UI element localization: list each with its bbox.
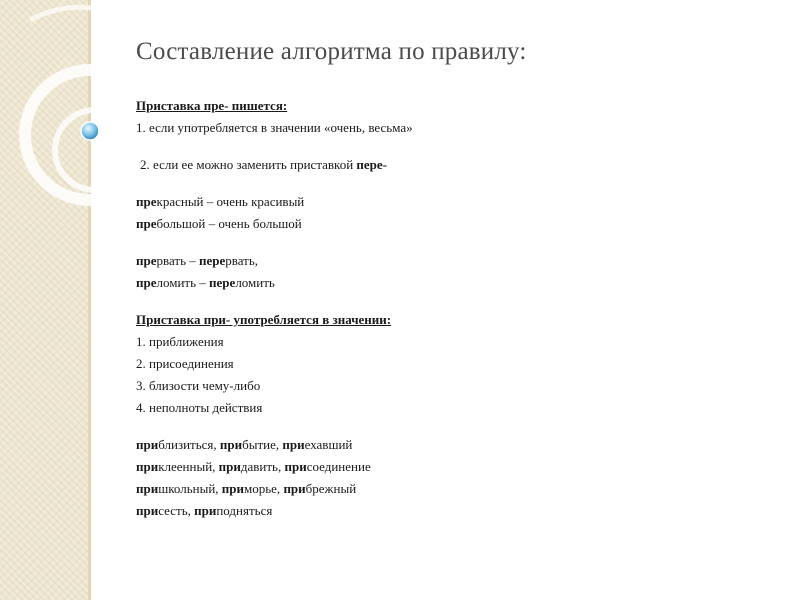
pri-example-row-3 bbox=[136, 478, 756, 500]
example-text: ломить bbox=[235, 275, 275, 290]
example-text: близиться, bbox=[158, 437, 220, 452]
example-text: сесть, bbox=[158, 503, 195, 518]
pre-example-4 bbox=[136, 272, 756, 294]
prefix: при bbox=[218, 459, 241, 474]
pre-rule-item-2 bbox=[136, 154, 756, 176]
slide-content bbox=[136, 95, 756, 522]
prefix: при bbox=[136, 459, 159, 474]
prefix: при bbox=[219, 437, 243, 452]
prefix: пере bbox=[199, 253, 226, 268]
upper-arc bbox=[30, 7, 140, 30]
example-text: соединение bbox=[306, 459, 371, 474]
pri-rule-heading: Приставка при- употребляется в значении: bbox=[136, 312, 392, 327]
example-text: морье, bbox=[244, 481, 284, 496]
example-text: подняться bbox=[216, 503, 273, 518]
blue-bubble-icon bbox=[81, 122, 99, 140]
pre-rule-item-1: 1. если употребляется в значении «очень, весьма» bbox=[136, 120, 413, 135]
pri-rule-item-4: 4. неполноты действия bbox=[136, 400, 263, 415]
prefix: пре bbox=[136, 194, 157, 209]
pre-example-1 bbox=[136, 191, 756, 213]
example-text: ехавший bbox=[304, 437, 353, 452]
pre-rule-item-2-bold: пере- bbox=[356, 157, 388, 172]
inner-ring bbox=[55, 110, 135, 190]
pri-rule-item-2: 2. присоединения bbox=[136, 356, 234, 371]
prefix: при bbox=[221, 481, 244, 496]
example-text: школьный, bbox=[158, 481, 222, 496]
example-text: бытие, bbox=[242, 437, 283, 452]
pri-example-row-1 bbox=[136, 434, 756, 456]
example-text: клеенный, bbox=[158, 459, 219, 474]
prefix: пре bbox=[136, 253, 157, 268]
prefix: пере bbox=[209, 275, 236, 290]
example-text: рвать, bbox=[225, 253, 259, 268]
slide-title: Составление алгоритма по правилу: bbox=[136, 38, 527, 65]
prefix: при bbox=[136, 437, 159, 452]
pri-example-row-2 bbox=[136, 456, 756, 478]
example-text: давить, bbox=[240, 459, 285, 474]
pre-example-3 bbox=[136, 250, 756, 272]
pri-example-row-4 bbox=[136, 500, 756, 522]
example-text: ломить – bbox=[156, 275, 210, 290]
prefix: пре bbox=[136, 275, 157, 290]
prefix: при bbox=[136, 481, 159, 496]
example-text: большой – очень большой bbox=[156, 216, 302, 231]
decorative-rings bbox=[0, 0, 140, 260]
prefix: при bbox=[194, 503, 217, 518]
example-text: брежный bbox=[305, 481, 357, 496]
prefix: при bbox=[282, 437, 305, 452]
prefix: при bbox=[136, 503, 159, 518]
pre-rule-heading: Приставка пре- пишется: bbox=[136, 98, 288, 113]
prefix: при bbox=[283, 481, 306, 496]
pre-example-2 bbox=[136, 213, 756, 235]
pri-rule-item-1: 1. приближения bbox=[136, 334, 224, 349]
pre-rule-item-2-text: 2. если ее можно заменить приставкой bbox=[140, 157, 354, 172]
example-text: рвать – bbox=[156, 253, 200, 268]
prefix: пре bbox=[136, 216, 157, 231]
prefix: при bbox=[284, 459, 307, 474]
example-text: красный – очень красивый bbox=[156, 194, 305, 209]
pri-rule-item-3: 3. близости чему-либо bbox=[136, 378, 261, 393]
